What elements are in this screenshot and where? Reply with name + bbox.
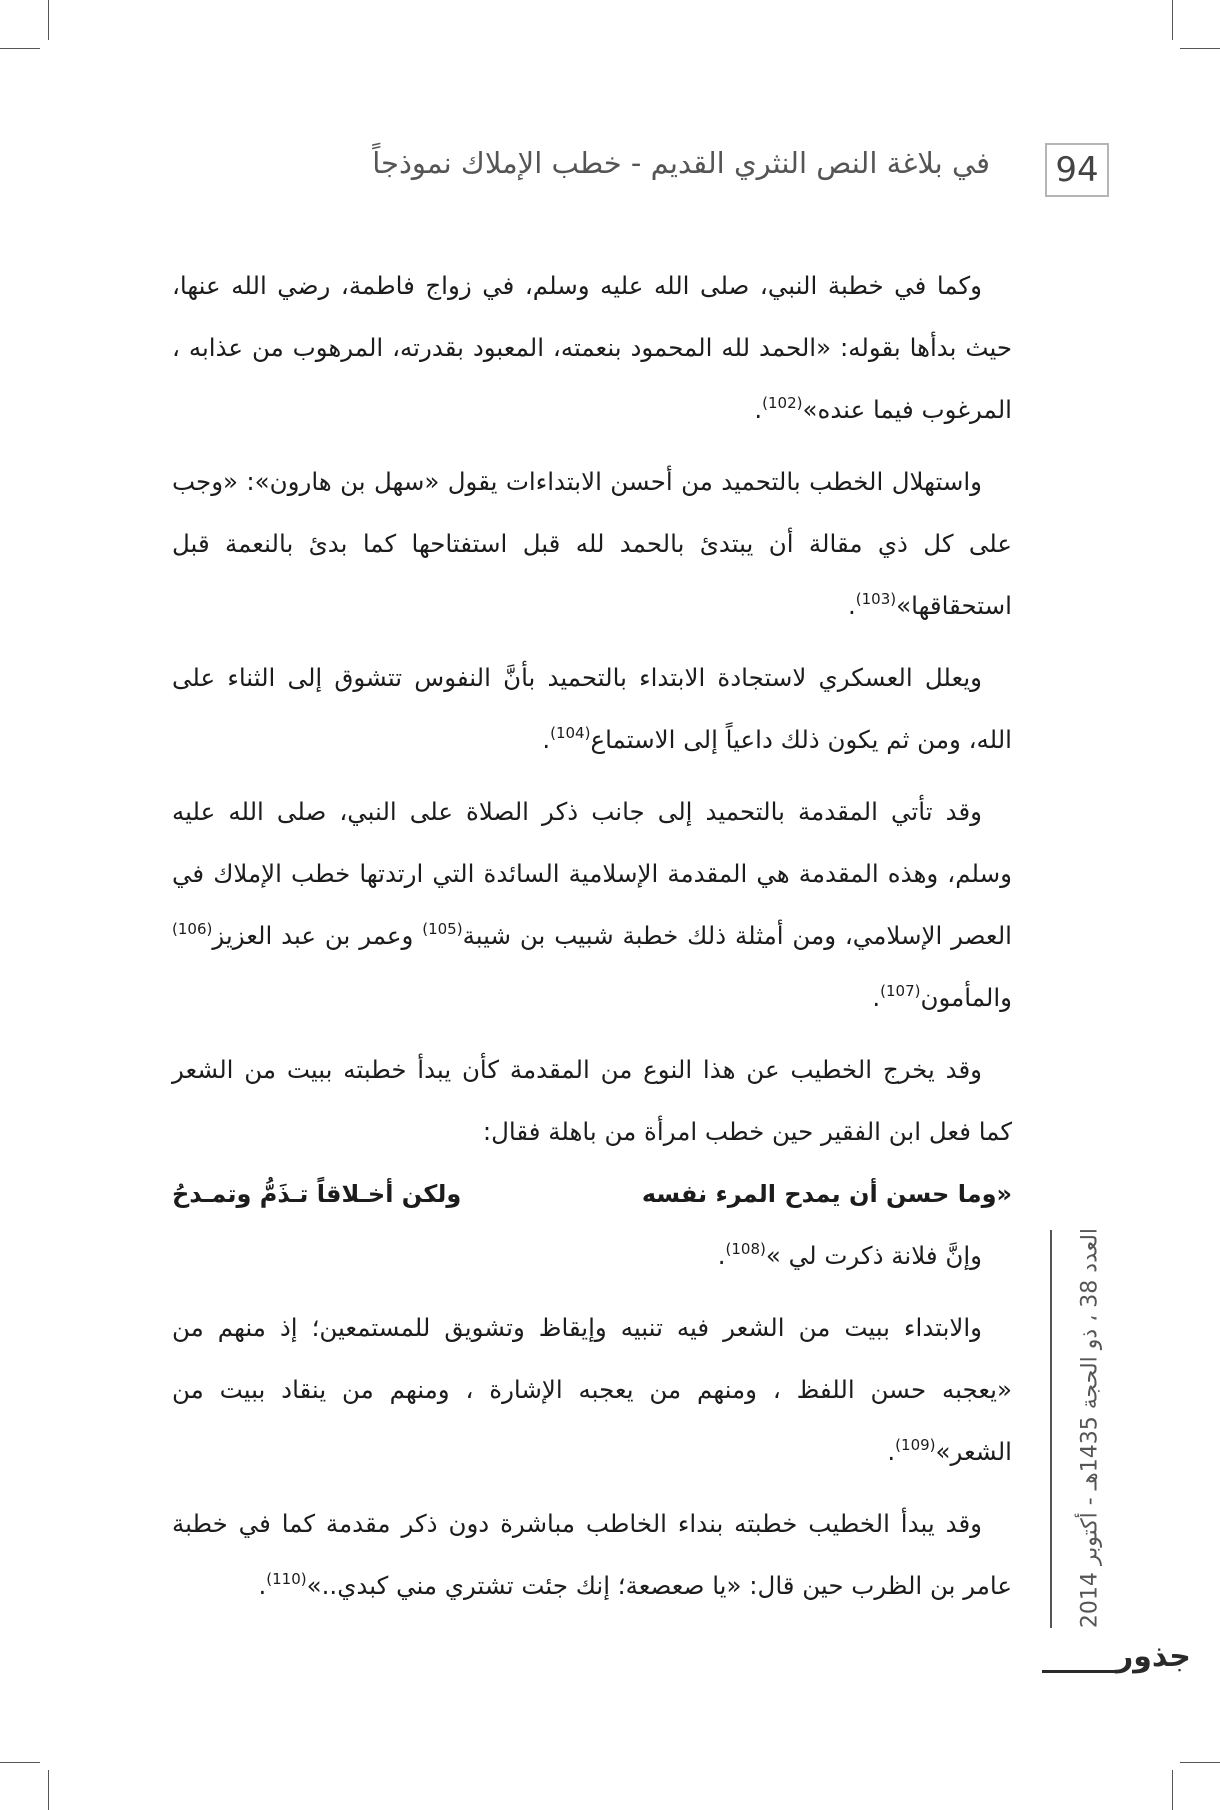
- poetry-verse: [172, 1163, 1012, 1225]
- body-text: [172, 255, 1012, 1627]
- paragraph-text: والمأمون: [920, 983, 1012, 1012]
- paragraph-end: .: [542, 725, 551, 754]
- footnote-ref[interactable]: (104): [550, 724, 591, 742]
- paragraph-text: واستهلال الخطب بالتحميد من أحسن الابتداءات يقول «سهل بن هارون»: «وجب على كل ذي مقالة أن يبتدئ بالحمد لله قبل استفتاحها كما بدئ بالنعمة قبل استحقاقها»: [172, 467, 1012, 620]
- paragraph-text: والابتداء ببيت من الشعر فيه تنبيه وإيقاظ وتشويق للمستمعين؛ إذ منهم من «يعجبه حسن اللفظ ، ومنهم من يعجبه الإشارة ، ومنهم من ينقاد ببيت من الشعر»: [172, 1313, 1012, 1466]
- footnote-ref[interactable]: (102): [762, 394, 803, 412]
- journal-logo: [1038, 1628, 1191, 1680]
- paragraph-end: .: [887, 1437, 896, 1466]
- paragraph: [172, 451, 1012, 637]
- journal-logo-mark: [1038, 1628, 1191, 1680]
- paragraph-end: .: [258, 1571, 267, 1600]
- paragraph: [172, 1493, 1012, 1617]
- paragraph-text: وإنَّ فلانة ذكرت لي »: [765, 1241, 982, 1270]
- crop-mark: [48, 1770, 49, 1810]
- paragraph: [172, 1297, 1012, 1483]
- footnote-ref[interactable]: (107): [880, 982, 921, 1000]
- verse-continuation: [172, 1225, 1012, 1287]
- paragraph: [172, 255, 1012, 441]
- crop-mark: [0, 1762, 40, 1763]
- running-header: في بلاغة النص النثري القديم - خطب الإملاك نموذجاً: [372, 146, 990, 180]
- paragraph-end: .: [717, 1241, 726, 1270]
- paragraph-end: .: [754, 395, 763, 424]
- verse-intro: وقد يخرج الخطيب عن هذا النوع من المقدمة كأن يبدأ خطبته ببيت من الشعر كما فعل ابن الفقير حين خطب امرأة من باهلة فقال:: [172, 1055, 1012, 1146]
- page-number: 94: [1045, 143, 1109, 197]
- paragraph-end: .: [847, 591, 856, 620]
- paragraph: [172, 647, 1012, 771]
- paragraph-text: وكما في خطبة النبي، صلى الله عليه وسلم، في زواج فاطمة، رضي الله عنها، حيث بدأها بقوله: «الحمد لله المحمود بنعمته، المعبود بقدرته، المرهوب من عذابه ، المرغوب فيما عنده»: [172, 271, 1012, 424]
- paragraph-text: وقد تأتي المقدمة بالتحميد إلى جانب ذكر الصلاة على النبي، صلى الله عليه وسلم، وهذه المقدمة هي المقدمة الإسلامية السائدة التي ارتدتها خطب الإملاك في العصر الإسلامي، ومن أمثلة ذلك خطبة شبيب بن شيبة: [172, 797, 1012, 950]
- footnote-ref[interactable]: (110): [266, 1570, 307, 1588]
- crop-mark: [1172, 1770, 1173, 1810]
- footnote-ref[interactable]: (108): [725, 1240, 766, 1258]
- verse-hemistich-first: «وما حسن أن يمدح المرء نفسه: [641, 1180, 1012, 1208]
- footnote-ref[interactable]: (103): [855, 590, 897, 608]
- side-issue-text: العدد 38 ، ذو الحجة 1435هـ - أكتوبر 2014: [1077, 1227, 1103, 1629]
- crop-mark: [0, 48, 40, 49]
- footnote-ref[interactable]: (105): [422, 920, 463, 938]
- side-rule: [1050, 1230, 1052, 1628]
- crop-mark: [1172, 0, 1173, 40]
- paragraph-text: وقد يبدأ الخطيب خطبته بنداء الخاطب مباشرة دون ذكر مقدمة كما في خطبة عامر بن الظرب حين قال: «يا صعصعة؛ إنك جئت تشتري مني كبدي..»: [172, 1509, 1012, 1600]
- paragraph-end: .: [872, 983, 881, 1012]
- paragraph-examples: [172, 781, 1012, 1029]
- paragraph-text: وعمر بن عبد العزيز: [212, 921, 423, 950]
- crop-mark: [1180, 48, 1220, 49]
- footnote-ref[interactable]: (106): [172, 920, 213, 938]
- crop-mark: [48, 0, 49, 40]
- logo-text: جذور: [1116, 1639, 1191, 1674]
- crop-mark: [1180, 1762, 1220, 1763]
- paragraph-text: ويعلل العسكري لاستجادة الابتداء بالتحميد بأنَّ النفوس تتشوق إلى الثناء على الله، ومن ثم يكون ذلك داعياً إلى الاستماع: [172, 663, 1012, 754]
- verse-hemistich-second: ولكن أخـلاقاً تـذَمُّ وتمـدحُ: [172, 1180, 462, 1208]
- footnote-ref[interactable]: (109): [895, 1436, 936, 1454]
